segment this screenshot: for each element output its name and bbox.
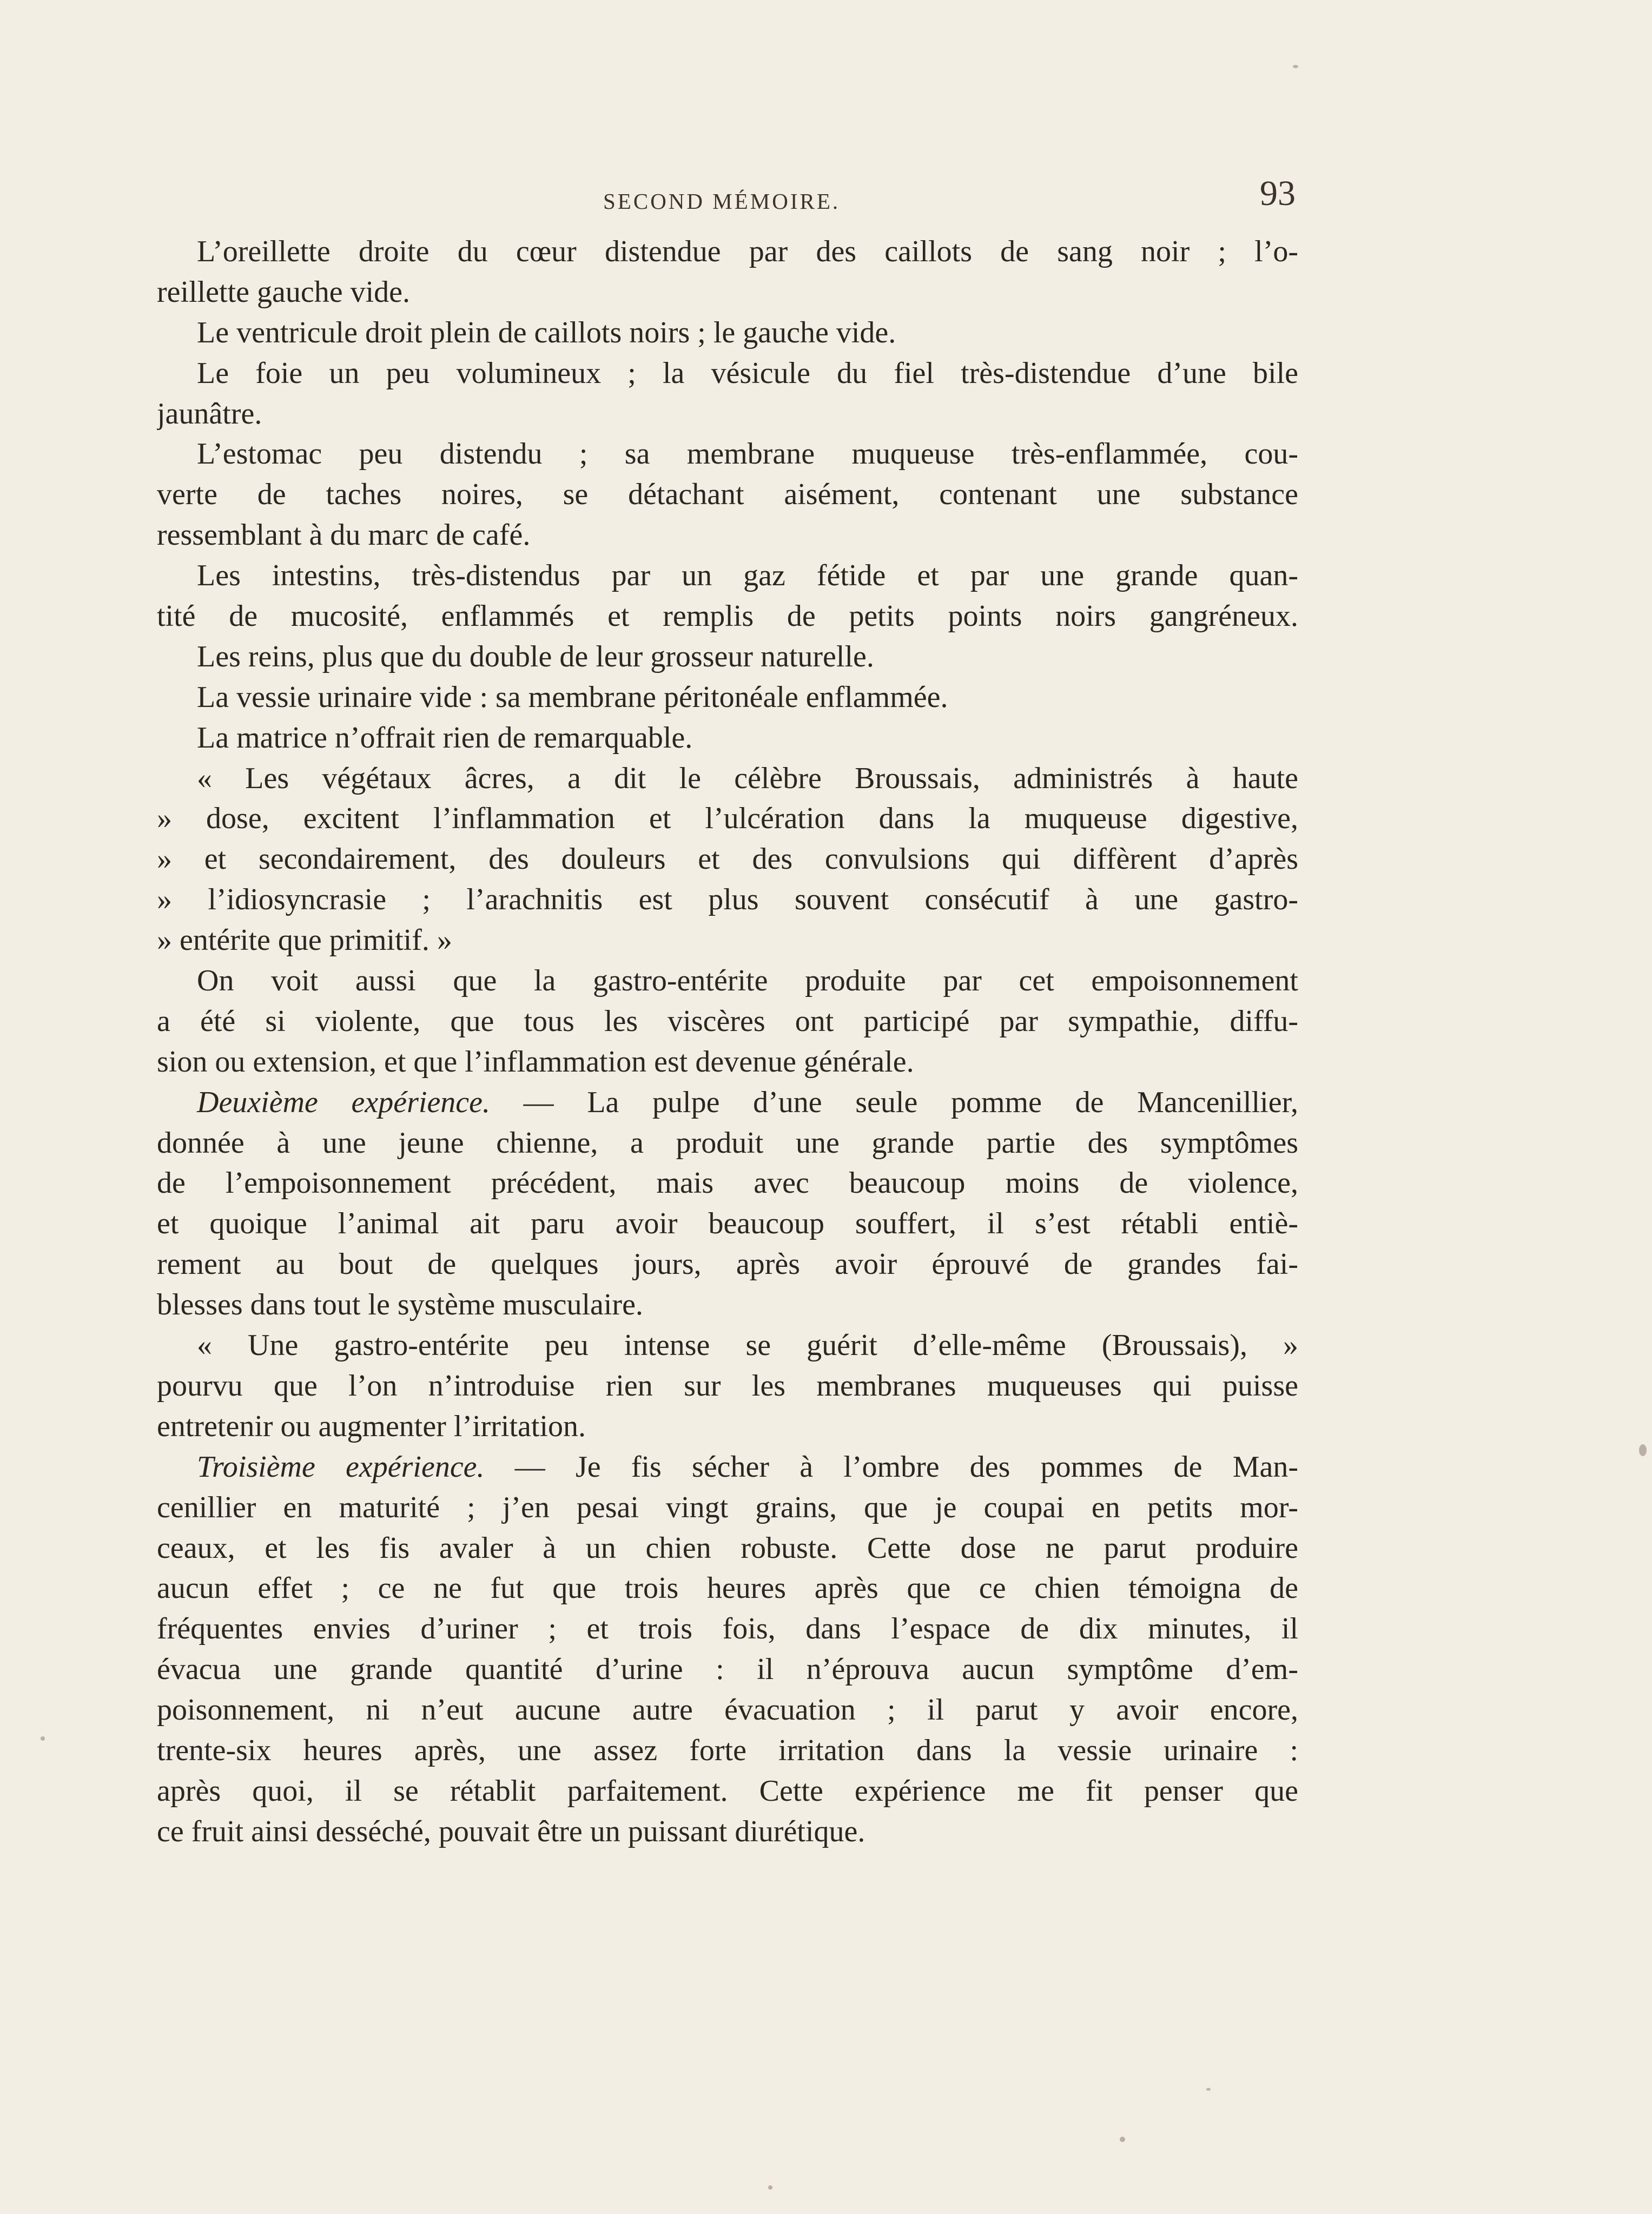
paper-speck <box>768 2185 772 2190</box>
text-line: Le ventricule droit plein de caillots noirs ; le gauche vide. <box>197 315 896 349</box>
paper-speck <box>1206 2088 1211 2091</box>
text-line: sion ou extension, et que l’inflammation est devenue générale. <box>157 1045 914 1079</box>
text-line: aucun effet ; ce ne fut que trois heures après que ce chien témoigna de <box>157 1571 1298 1605</box>
text-line: » dose, excitent l’inflammation et l’ulcération dans la muqueuse digestive, <box>157 802 1298 836</box>
paper-speck <box>1639 1444 1647 1456</box>
text-line: évacua une grande quantité d’urine : il n’éprouva aucun symptôme d’em- <box>157 1653 1298 1687</box>
text-line: La vessie urinaire vide : sa membrane péritonéale enflammée. <box>197 680 948 714</box>
text-line: Le foie un peu volumineux ; la vésicule du fiel très-distendue d’une bile <box>197 356 1298 390</box>
text-line: Les intestins, très-distendus par un gaz fétide et par une grande quan- <box>197 559 1298 593</box>
text-line: L’estomac peu distendu ; sa membrane muqueuse très-enflammée, cou- <box>197 437 1298 471</box>
text-line: » entérite que primitif. » <box>157 923 452 957</box>
text-fragment: — Je fis sécher à l’ombre des pommes de Man- <box>514 1450 1298 1484</box>
paper-speck <box>1293 65 1298 68</box>
running-head: SECOND MÉMOIRE. <box>603 189 841 214</box>
text-line: blesses dans tout le système musculaire. <box>157 1288 643 1322</box>
section-heading-troisieme: Troisième expérience. <box>197 1450 485 1484</box>
text-line: ceaux, et les fis avaler à un chien robuste. Cette dose ne parut produire <box>157 1531 1298 1565</box>
text-line: » l’idiosyncrasie ; l’arachnitis est plus souvent consécutif à une gastro- <box>157 883 1298 917</box>
text-line-with-heading <box>157 1447 1298 1488</box>
section-heading-deuxieme: Deuxième expérience. <box>197 1085 491 1119</box>
text-line: Les reins, plus que du double de leur grosseur naturelle. <box>197 639 874 673</box>
text-fragment: — La pulpe d’une seule pomme de Mancenillier, <box>523 1085 1298 1119</box>
text-line-with-heading <box>157 1082 1298 1123</box>
text-line: ressemblant à du marc de café. <box>157 518 531 552</box>
text-line: « Une gastro-entérite peu intense se guérit d’elle-même (Broussais), » <box>197 1329 1298 1363</box>
text-line: verte de taches noires, se détachant aisément, contenant une substance <box>157 478 1298 512</box>
text-line: donnée à une jeune chienne, a produit une grande partie des symptômes <box>157 1126 1298 1160</box>
paper-speck <box>41 1736 45 1741</box>
text-line: ce fruit ainsi desséché, pouvait être un puissant diurétique. <box>157 1814 865 1848</box>
text-line: La matrice n’offrait rien de remarquable. <box>197 721 693 755</box>
text-line: jaunâtre. <box>157 396 262 431</box>
page-header <box>162 173 1304 233</box>
text-line: tité de mucosité, enflammés et remplis de petits points noirs gangréneux. <box>157 599 1298 633</box>
text-line: « Les végétaux âcres, a dit le célèbre Broussais, administrés à haute <box>197 761 1298 795</box>
text-line: entretenir ou augmenter l’irritation. <box>157 1409 586 1443</box>
text-line: rement au bout de quelques jours, après avoir éprouvé de grandes fai- <box>157 1247 1298 1281</box>
text-line: L’oreillette droite du cœur distendue par des caillots de sang noir ; l’o- <box>197 235 1298 268</box>
page-number: 93 <box>1260 174 1296 213</box>
body-text <box>157 232 1298 1852</box>
text-line: de l’empoisonnement précédent, mais avec beaucoup moins de violence, <box>157 1166 1298 1200</box>
text-line: pourvu que l’on n’introduise rien sur les membranes muqueuses qui puisse <box>157 1369 1298 1403</box>
text-line: a été si violente, que tous les viscères ont participé par sympathie, diffu- <box>157 1004 1298 1038</box>
text-line: et quoique l’animal ait paru avoir beaucoup souffert, il s’est rétabli entiè- <box>157 1207 1298 1241</box>
paper-speck <box>1120 2137 1125 2142</box>
text-line: reillette gauche vide. <box>157 275 410 309</box>
text-line: après quoi, il se rétablit parfaitement. Cette expérience me fit penser que <box>157 1774 1298 1808</box>
text-line: fréquentes envies d’uriner ; et trois fois, dans l’espace de dix minutes, il <box>157 1612 1298 1646</box>
text-line: » et secondairement, des douleurs et des convulsions qui diffèrent d’après <box>157 842 1298 876</box>
text-line: poisonnement, ni n’eut aucune autre évacuation ; il parut y avoir encore, <box>157 1693 1298 1727</box>
text-line: On voit aussi que la gastro-entérite produite par cet empoisonnement <box>197 964 1298 998</box>
text-line: trente-six heures après, une assez forte irritation dans la vessie urinaire : <box>157 1733 1298 1767</box>
text-line: cenillier en maturité ; j’en pesai vingt grains, que je coupai en petits mor- <box>157 1490 1298 1524</box>
